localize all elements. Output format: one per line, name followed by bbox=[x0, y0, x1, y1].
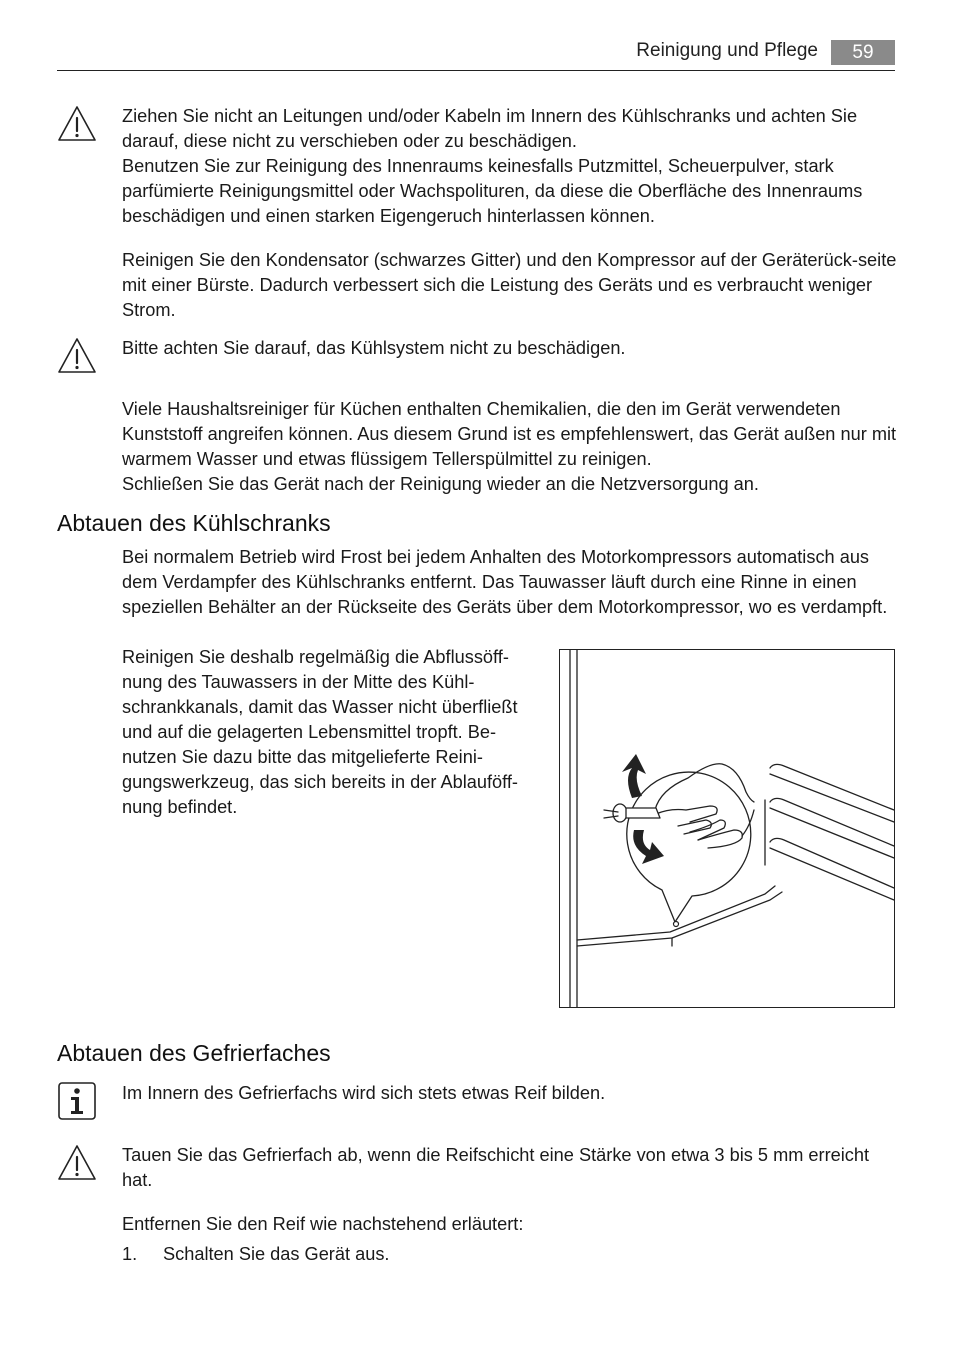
page-number: 59 bbox=[831, 40, 895, 65]
drain-cleaning-illustration bbox=[559, 649, 895, 1008]
section-heading-freezer-defrost: Abtauen des Gefrierfaches bbox=[57, 1040, 331, 1066]
drain-cleaning-paragraph: Reinigen Sie deshalb regelmäßig die Abflussöff-nung des Tauwassers in der Mitte des Kühl-schrankkanals, damit das Wasser nicht überfließt und auf die gelagerten Lebensmittel tropft. Be-nutzen Sie dazu bitte das mitgelieferte Reini-gungswerkzeug, das sich bereits in der Ablauföff-nung befindet. bbox=[122, 647, 518, 817]
list-item bbox=[122, 1242, 389, 1267]
steps-list bbox=[122, 1242, 389, 1267]
warning-thaw-text: Tauen Sie das Gefrierfach ab, wenn die Reifschicht eine Stärke von etwa 3 bis 5 mm erreicht hat. bbox=[122, 1145, 870, 1190]
warning-cables-text: Ziehen Sie nicht an Leitungen und/oder Kabeln im Innern des Kühlschranks und achten Sie darauf, diese nicht zu verschieben oder zu beschädigen. bbox=[122, 106, 858, 151]
step-number: 1. bbox=[122, 1244, 138, 1264]
drain-cleaning-drawing bbox=[560, 650, 894, 1007]
household-cleaners-paragraph: Viele Haushaltsreiniger für Küchen enthalten Chemikalien, die den im Gerät verwendeten Kunststoff angreifen können. Aus diesem Grund ist es empfehlenswert, das Gerät außen nur mit warmem Wasser und etwas flüssigem Tellerspülmittel zu reinigen. bbox=[122, 399, 897, 469]
warning-icon bbox=[57, 1143, 97, 1183]
info-frost-text: Im Innern des Gefrierfachs wird sich stets etwas Reif bilden. bbox=[122, 1083, 606, 1103]
warning-cooling-system-text: Bitte achten Sie darauf, das Kühlsystem nicht zu beschädigen. bbox=[122, 338, 626, 358]
warning-icon bbox=[57, 336, 97, 376]
frost-removal-intro: Entfernen Sie den Reif wie nachstehend erläutert: bbox=[122, 1214, 524, 1234]
fridge-defrost-paragraph: Bei normalem Betrieb wird Frost bei jedem Anhalten des Motorkompressors automatisch aus dem Verdampfer des Kühlschranks entfernt. Das Tauwasser läuft durch eine Rinne in einen speziellen Behälter an der Rückseite des Geräts über dem Motorkompressor, wo es verdampft. bbox=[122, 547, 888, 617]
step-text: Schalten Sie das Gerät aus. bbox=[163, 1244, 390, 1264]
header-divider bbox=[57, 70, 895, 71]
info-icon bbox=[57, 1081, 97, 1121]
header-section-title: Reinigung und Pflege bbox=[636, 40, 818, 61]
condenser-paragraph: Reinigen Sie den Kondensator (schwarzes Gitter) und den Kompressor auf der Geräterück-seite mit einer Bürste. Dadurch verbessert sich die Leistung des Geräts und es verbraucht weniger Strom. bbox=[122, 250, 897, 320]
warning-cleaning-agents-text: Benutzen Sie zur Reinigung des Innenraums keinesfalls Putzmittel, Scheuerpulver, stark parfümierte Reinigungsmittel oder Wachspolituren, da diese die Oberfläche des Innenraums beschädigen und einen starken Eigengeruch hinterlassen können. bbox=[122, 156, 863, 226]
section-heading-fridge-defrost: Abtauen des Kühlschranks bbox=[57, 510, 331, 536]
warning-icon bbox=[57, 104, 97, 144]
reconnect-paragraph: Schließen Sie das Gerät nach der Reinigung wieder an die Netzversorgung an. bbox=[122, 474, 759, 494]
